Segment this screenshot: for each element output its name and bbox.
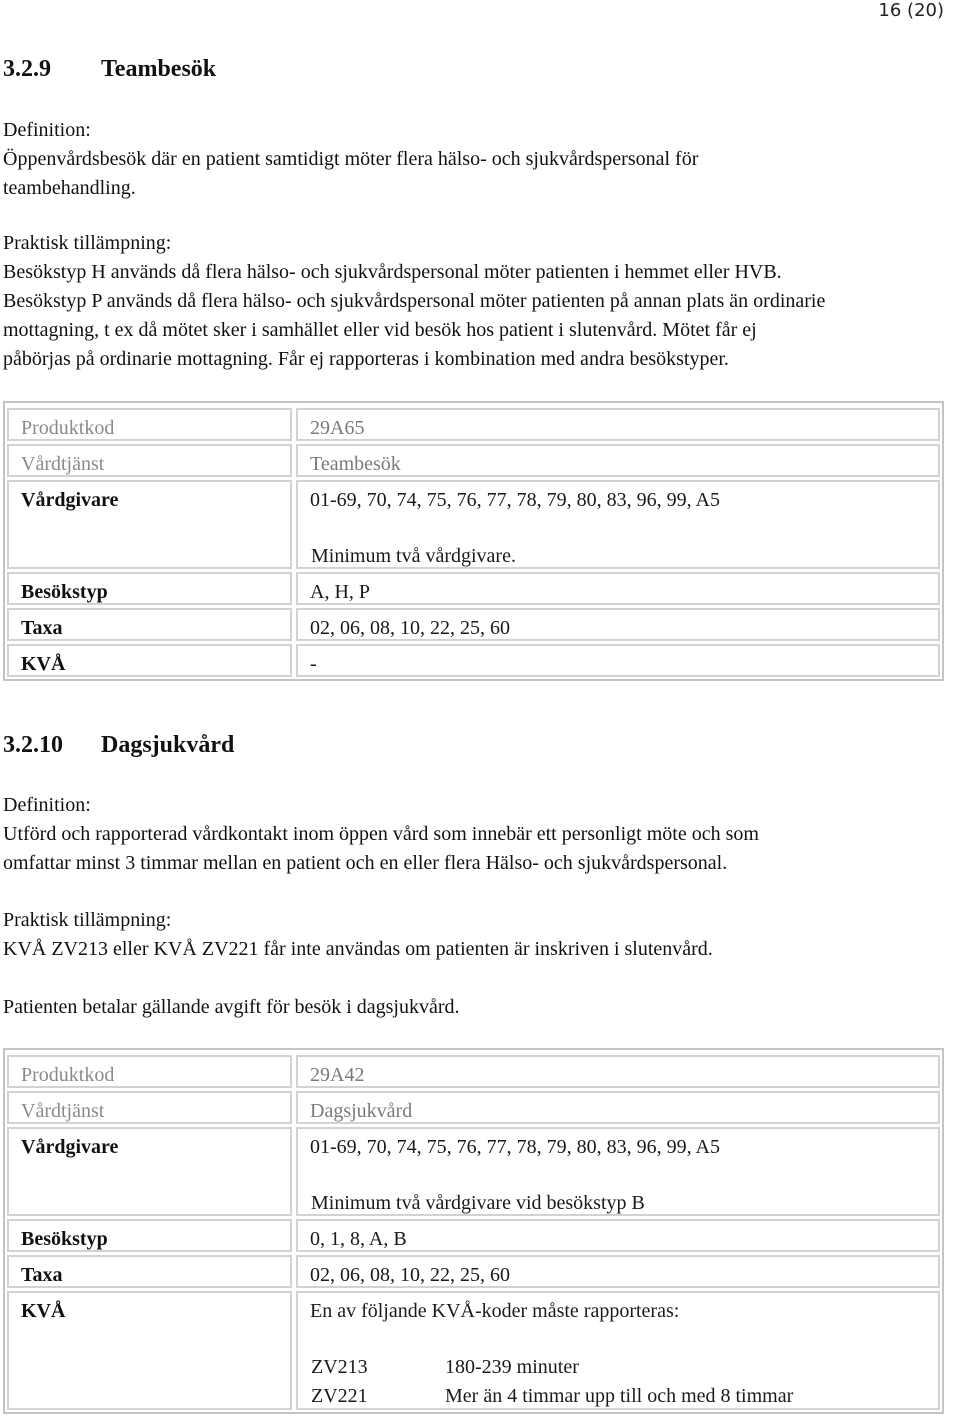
practice-line: KVÅ ZV213 eller KVÅ ZV221 får inte användas om patienten är inskriven i slutenvård. (3, 938, 713, 960)
definition-label: Definition: (3, 794, 91, 816)
section-number: 3.2.10 (3, 732, 63, 758)
taxa-value: 02, 06, 08, 10, 22, 25, 60 (296, 608, 940, 641)
vardgivare-cell (296, 480, 940, 569)
produktkod-label: Produktkod (7, 408, 292, 441)
product-table-teambesok (3, 401, 944, 681)
definition-label: Definition: (3, 119, 91, 141)
kva-code: ZV213 (311, 1356, 368, 1378)
besokstyp-label: Besökstyp (7, 1219, 292, 1252)
vardtjanst-value: Teambesök (296, 444, 940, 477)
taxa-value: 02, 06, 08, 10, 22, 25, 60 (296, 1255, 940, 1288)
definition-block (3, 791, 953, 878)
kva-cell (296, 1291, 940, 1410)
produktkod-value: 29A65 (296, 408, 940, 441)
practice-block (3, 906, 953, 964)
vardtjanst-label: Vårdtjänst (7, 1091, 292, 1124)
vardgivare-value: 01-69, 70, 74, 75, 76, 77, 78, 79, 80, 83, 96, 99, A5 (310, 489, 720, 511)
section-title: Teambesök (101, 56, 217, 82)
section-title: Dagsjukvård (101, 732, 235, 758)
besokstyp-value: A, H, P (296, 572, 940, 605)
practice-line: mottagning, t ex då mötet sker i samhället eller vid besök hos patient i slutenvård. Mötet får ej (3, 319, 757, 341)
kva-value: - (296, 644, 940, 677)
practice-line: Besökstyp P används då flera hälso- och sjukvårdspersonal möter patienten på annan plats än ordinarie (3, 290, 826, 312)
produktkod-value: 29A42 (296, 1055, 940, 1088)
practice-line: Besökstyp H används då flera hälso- och sjukvårdspersonal möter patienten i hemmet eller HVB. (3, 261, 782, 283)
definition-line: Utförd och rapporterad vårdkontakt inom öppen vård som innebär ett personligt möte och som (3, 823, 759, 845)
vardgivare-label: Vårdgivare (7, 1127, 292, 1216)
taxa-label: Taxa (7, 608, 292, 641)
definition-block (3, 116, 953, 203)
section-heading-dagsjukvard (3, 732, 234, 759)
besokstyp-value: 0, 1, 8, A, B (296, 1219, 940, 1252)
vardgivare-label: Vårdgivare (7, 480, 292, 569)
definition-line: omfattar minst 3 timmar mellan en patient och en eller flera Hälso- och sjukvårdspersonal. (3, 852, 728, 874)
besokstyp-label: Besökstyp (7, 572, 292, 605)
vardgivare-value: 01-69, 70, 74, 75, 76, 77, 78, 79, 80, 83, 96, 99, A5 (310, 1136, 720, 1158)
kva-label: KVÅ (7, 644, 292, 677)
page-number: 16 (20) (878, 0, 944, 21)
definition-line: teambehandling. (3, 177, 136, 199)
fee-line: Patienten betalar gällande avgift för besök i dagsjukvård. (3, 996, 460, 1018)
section-number: 3.2.9 (3, 56, 51, 82)
vardgivare-cell (296, 1127, 940, 1216)
taxa-label: Taxa (7, 1255, 292, 1288)
kva-label: KVÅ (7, 1291, 292, 1410)
vardgivare-note: Minimum två vårdgivare vid besökstyp B (311, 1192, 645, 1214)
kva-description: 180-239 minuter (445, 1356, 579, 1378)
produktkod-label: Produktkod (7, 1055, 292, 1088)
kva-code: ZV221 (311, 1385, 368, 1407)
practice-label: Praktisk tillämpning: (3, 909, 172, 931)
vardtjanst-value: Dagsjukvård (296, 1091, 940, 1124)
kva-description: Mer än 4 timmar upp till och med 8 timmar (445, 1385, 794, 1407)
definition-line: Öppenvårdsbesök där en patient samtidigt möter flera hälso- och sjukvårdspersonal för (3, 148, 699, 170)
section-heading-teambesok (3, 56, 216, 83)
practice-label: Praktisk tillämpning: (3, 232, 172, 254)
product-table-dagsjukvard (3, 1048, 944, 1414)
practice-block (3, 229, 953, 374)
vardtjanst-label: Vårdtjänst (7, 444, 292, 477)
kva-intro: En av följande KVÅ-koder måste rapporteras: (310, 1300, 680, 1322)
vardgivare-note: Minimum två vårdgivare. (311, 545, 516, 567)
practice-line: påbörjas på ordinarie mottagning. Får ej rapporteras i kombination med andra besökstyper. (3, 348, 729, 370)
